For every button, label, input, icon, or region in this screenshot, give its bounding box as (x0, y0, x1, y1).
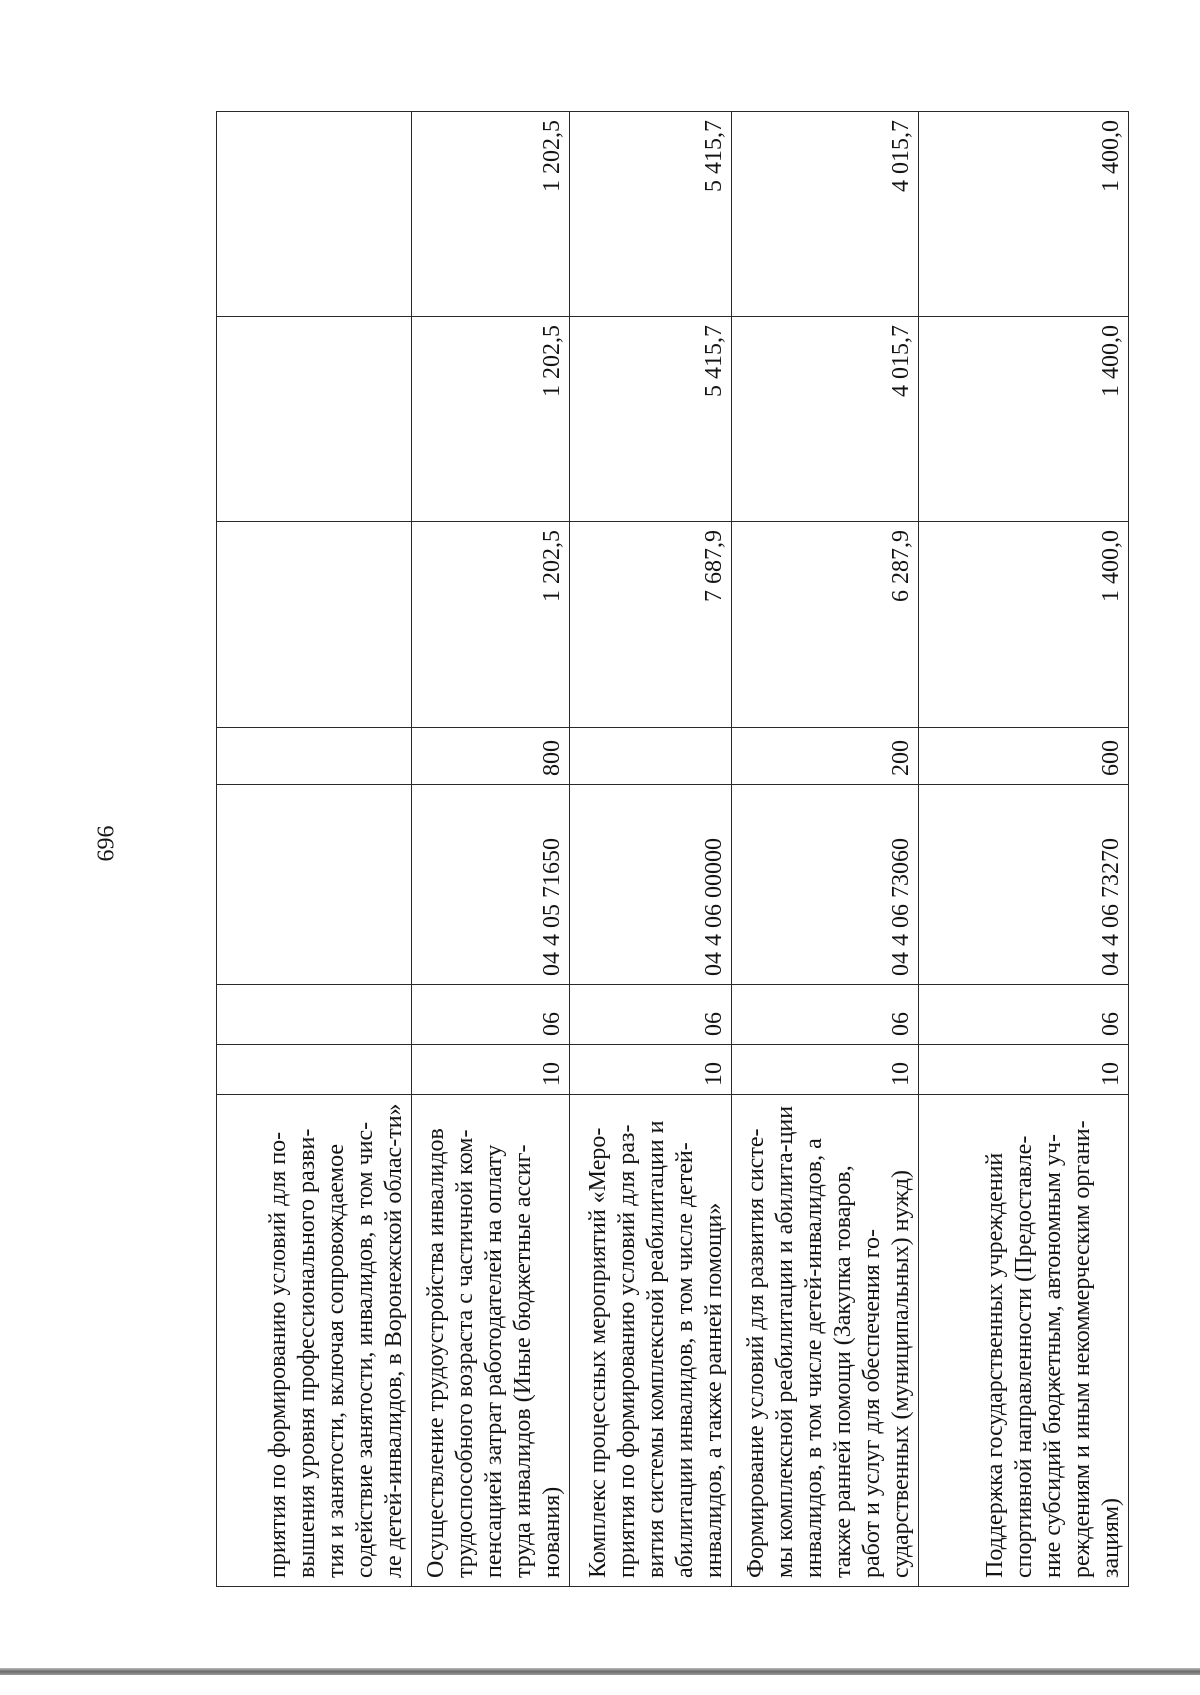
table-row (217, 112, 412, 1587)
csr-cell (217, 785, 412, 985)
amount-3-cell: 1 400,0 (919, 112, 1129, 317)
rz-cell: 10 (919, 1045, 1129, 1095)
rotated-table-container (216, 112, 1128, 1587)
pr-cell: 06 (732, 985, 919, 1045)
vr-cell (217, 728, 412, 785)
vr-cell (570, 728, 732, 785)
amount-1-cell: 6 287,9 (732, 522, 919, 728)
row-description: Поддержка государственных учреждений спортивной направленности (Предоставле-ние субсидий бюджетным, автономным уч-реждениям и иным некоммерческим органи-зациям) (919, 1095, 1129, 1587)
table-row (412, 112, 570, 1587)
page-number: 696 (93, 825, 120, 862)
amount-3-cell: 1 202,5 (412, 112, 570, 317)
amount-2-cell: 4 015,7 (732, 317, 919, 522)
vr-cell: 600 (919, 728, 1129, 785)
amount-2-cell: 1 400,0 (919, 317, 1129, 522)
rz-cell: 10 (570, 1045, 732, 1095)
rz-cell: 10 (412, 1045, 570, 1095)
csr-cell: 04 4 05 71650 (412, 785, 570, 985)
csr-cell: 04 4 06 73270 (919, 785, 1129, 985)
amount-3-cell: 5 415,7 (570, 112, 732, 317)
vr-cell: 200 (732, 728, 919, 785)
amount-1-cell: 1 400,0 (919, 522, 1129, 728)
table-row (570, 112, 732, 1587)
csr-cell: 04 4 06 00000 (570, 785, 732, 985)
rz-cell: 10 (732, 1045, 919, 1095)
pr-cell: 06 (412, 985, 570, 1045)
vr-cell: 800 (412, 728, 570, 785)
pr-cell (217, 985, 412, 1045)
amount-3-cell: 4 015,7 (732, 112, 919, 317)
row-description: приятия по формированию условий для по-вышения уровня профессионального разви-тия и занятости, включая сопровождаемое содействие занятости, инвалидов, в том чис-ле детей-инвалидов, в Воронежской облас-ти» (217, 1095, 412, 1587)
table-row (919, 112, 1129, 1587)
rz-cell (217, 1045, 412, 1095)
pr-cell: 06 (919, 985, 1129, 1045)
pr-cell: 06 (570, 985, 732, 1045)
amount-2-cell: 5 415,7 (570, 317, 732, 522)
amount-3-cell (217, 112, 412, 317)
csr-cell: 04 4 06 73060 (732, 785, 919, 985)
amount-2-cell: 1 202,5 (412, 317, 570, 522)
amount-2-cell (217, 317, 412, 522)
table-row (732, 112, 919, 1587)
row-description: Формирование условий для развития систе-мы комплексной реабилитации и абилита-ции инвалидов, в том числе детей-инвалидов, а также ранней помощи (Закупка товаров, работ и услуг для обеспечения го-сударственных (муниципальных) нужд) (732, 1095, 919, 1587)
scan-edge-bar (0, 1668, 1200, 1675)
amount-1-cell: 7 687,9 (570, 522, 732, 728)
amount-1-cell (217, 522, 412, 728)
row-description: Осуществление трудоустройства инвалидов трудоспособного возраста с частичной ком-пенсацией затрат работодателей на оплату труда инвалидов (Иные бюджетные ассиг-нования) (412, 1095, 570, 1587)
amount-1-cell: 1 202,5 (412, 522, 570, 728)
row-description: Комплекс процессных мероприятий «Меро-приятия по формированию условий для раз-вития системы комплексной реабилитации и абилитации инвалидов, в том числе детей-инвалидов, а также ранней помощи» (570, 1095, 732, 1587)
budget-table (216, 111, 1129, 1587)
